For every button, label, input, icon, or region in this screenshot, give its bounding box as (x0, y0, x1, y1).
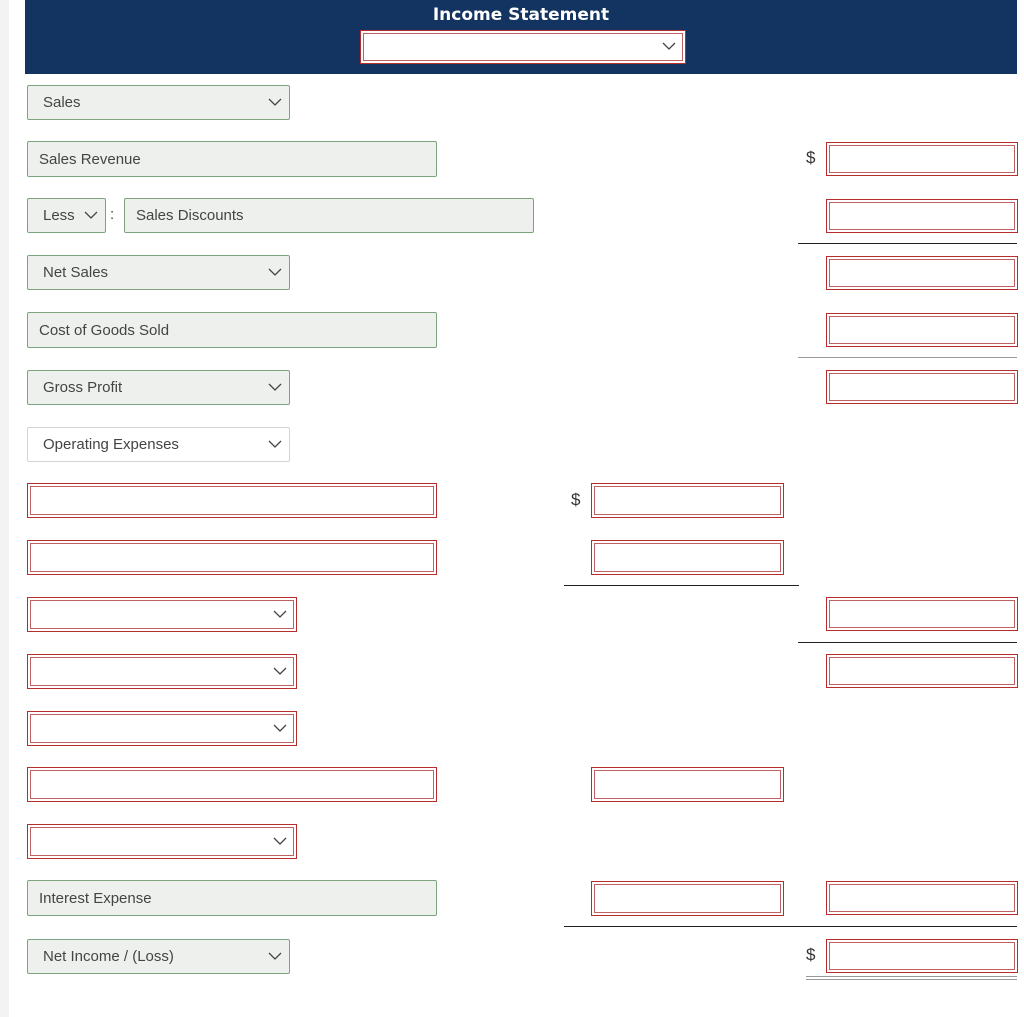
chevron-down-icon (661, 41, 677, 51)
net-sales-amount-input[interactable] (826, 256, 1018, 290)
total-amount-input[interactable] (826, 597, 1018, 631)
subtotal-rule (798, 243, 1017, 244)
expense-account-input[interactable] (27, 483, 437, 518)
chevron-down-icon (272, 723, 288, 733)
sales-revenue-amount-input[interactable] (826, 142, 1018, 176)
double-rule-bottom (806, 979, 1017, 980)
net-sales-select-label: Net Sales (43, 264, 109, 281)
dollar-sign: $ (806, 945, 816, 964)
chevron-down-icon (267, 951, 283, 961)
sales-select-label: Sales (43, 94, 81, 111)
gross-profit-select[interactable] (27, 370, 290, 405)
operating-expenses-select-label: Operating Expenses (43, 436, 179, 453)
chevron-down-icon (272, 666, 288, 676)
account-input[interactable] (27, 767, 437, 802)
chevron-down-icon (267, 382, 283, 392)
cost-of-goods-sold-amount-input[interactable] (826, 313, 1018, 347)
expense-amount-input[interactable] (591, 483, 784, 518)
chevron-down-icon (83, 210, 99, 220)
statement-title: Income Statement (432, 5, 610, 25)
interest-expense-label: Interest Expense (39, 889, 152, 907)
left-margin (0, 0, 9, 1017)
less-select-label: Less (43, 207, 75, 224)
gross-profit-amount-input[interactable] (826, 370, 1018, 404)
net-income-select[interactable] (27, 939, 290, 974)
sales-select[interactable] (27, 85, 290, 120)
sales-discounts-field[interactable] (124, 198, 534, 233)
interest-expense-amount-input[interactable] (591, 881, 784, 916)
chevron-down-icon (272, 836, 288, 846)
chevron-down-icon (267, 267, 283, 277)
subtotal-rule (798, 642, 1017, 643)
line-item-select[interactable] (27, 654, 297, 689)
line-item-select[interactable] (27, 824, 297, 859)
chevron-down-icon (267, 97, 283, 107)
double-rule-top (806, 976, 1017, 977)
dollar-sign: $ (806, 148, 816, 167)
amount-input[interactable] (591, 767, 784, 802)
subtotal-rule (564, 585, 799, 586)
sales-revenue-field[interactable] (27, 141, 437, 177)
subtotal-rule (564, 926, 1017, 927)
sales-discounts-label: Sales Discounts (136, 207, 244, 224)
dollar-sign: $ (571, 490, 581, 509)
period-select[interactable] (360, 30, 686, 64)
interest-expense-total-input[interactable] (826, 881, 1018, 915)
expense-account-input[interactable] (27, 540, 437, 575)
total-amount-input[interactable] (826, 654, 1018, 688)
cost-of-goods-sold-label: Cost of Goods Sold (39, 321, 170, 339)
expense-amount-input[interactable] (591, 540, 784, 575)
chevron-down-icon (267, 439, 283, 449)
net-sales-select[interactable] (27, 255, 290, 290)
sales-revenue-label: Sales Revenue (39, 150, 141, 168)
gross-profit-select-label: Gross Profit (43, 379, 123, 396)
net-income-select-label: Net Income / (Loss) (43, 948, 174, 965)
line-item-select[interactable] (27, 597, 297, 632)
sales-discounts-amount-input[interactable] (826, 199, 1018, 233)
cost-of-goods-sold-field[interactable] (27, 312, 437, 348)
less-select[interactable] (27, 198, 106, 233)
subtotal-rule (798, 357, 1017, 358)
operating-expenses-select[interactable] (27, 427, 290, 462)
interest-expense-field[interactable] (27, 880, 437, 916)
net-income-amount-input[interactable] (826, 939, 1018, 973)
chevron-down-icon (272, 609, 288, 619)
colon-separator: : (110, 206, 115, 223)
line-item-select[interactable] (27, 711, 297, 746)
